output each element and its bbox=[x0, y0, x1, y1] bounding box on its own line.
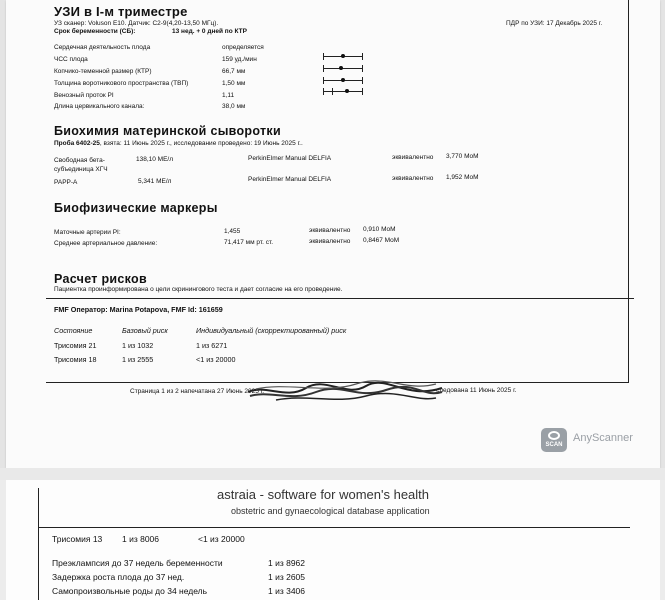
marker-name-line1: PAPP-A bbox=[54, 179, 78, 186]
page-gap bbox=[0, 468, 665, 480]
us-row-value: 1,50 мм bbox=[222, 80, 246, 87]
marker-value: 5,341 МЕ/л bbox=[138, 178, 172, 185]
us-row-value: 38,0 мм bbox=[222, 103, 246, 110]
us-row-label: Венозный проток PI bbox=[54, 92, 114, 99]
other-risk-label: Задержка роста плода до 37 нед. bbox=[52, 572, 185, 582]
risk-row-individual: <1 из 20000 bbox=[196, 355, 236, 364]
scanner-line: УЗ сканер: Voluson E10. Датчик: C2-9(4,20-13,50 МГц). bbox=[54, 20, 219, 27]
divider bbox=[46, 298, 634, 299]
reference-scale-heart-rate bbox=[323, 52, 363, 60]
risk-row-base: 1 из 1032 bbox=[122, 341, 154, 350]
biophys-value: 71,417 мм рт. ст. bbox=[224, 239, 274, 246]
marker-equivalent: эквивалентно bbox=[392, 175, 434, 182]
footer-printed: Страница 1 из 2 напечатана 27 Июнь 2025 г. bbox=[130, 388, 265, 395]
risk-section-title: Расчет рисков bbox=[54, 272, 147, 286]
consent-text: Пациентка проинформирована о цели скринингового теста и дает согласие на его проведение. bbox=[54, 286, 343, 293]
risk-header-state: Состояние bbox=[54, 326, 93, 335]
risk-header-individual: Индивидуальный (скорректированный) риск bbox=[196, 326, 347, 335]
marker-method: PerkinElmer Manual DELFIA bbox=[248, 155, 332, 162]
us-row-value: 1,11 bbox=[222, 92, 235, 99]
scale-marker bbox=[345, 89, 349, 93]
biochemistry-section-title: Биохимия материнской сыворотки bbox=[54, 124, 281, 138]
anyscanner-logo-icon: SCAN bbox=[541, 428, 567, 452]
marker-equivalent: эквивалентно bbox=[392, 154, 434, 161]
other-risk-label: Преэклампсия до 37 недель беременности bbox=[52, 558, 223, 568]
report-page-1 bbox=[6, 0, 660, 468]
us-row-label: Толщина воротникового пространства (ТВП) bbox=[54, 80, 189, 87]
biophys-equivalent: эквивалентно bbox=[309, 227, 351, 234]
scale-marker bbox=[341, 78, 345, 82]
risk-header-base: Базовый риск bbox=[122, 326, 168, 335]
sample-line: Проба 6402-25, взята: 11 Июнь 2025 г., исследование проведено: 19 Июнь 2025 г.. bbox=[54, 140, 303, 147]
us-row-label: Сердечная деятельность плода bbox=[54, 44, 151, 51]
biophys-label: Маточные артерии PI: bbox=[54, 229, 121, 236]
page2-title: astraia - software for women's health bbox=[217, 487, 430, 502]
page2-subtitle: obstetric and gynaecological database application bbox=[231, 506, 430, 516]
biophys-mom: 0,910 MoM bbox=[363, 226, 396, 233]
right-border bbox=[628, 0, 629, 383]
us-row-label: Длина цервикального канала: bbox=[54, 103, 145, 110]
risk-row-state: Трисомия 13 bbox=[52, 534, 103, 544]
page2-left-border bbox=[38, 488, 39, 600]
gestational-age-value: 13 нед. + 0 дней по КТР bbox=[172, 28, 247, 35]
other-risk-value: 1 из 8962 bbox=[268, 558, 306, 568]
biophysical-section-title: Биофизические маркеры bbox=[54, 201, 218, 215]
scale-marker bbox=[341, 54, 345, 58]
marker-name-line1: Свободная бета- bbox=[54, 157, 105, 164]
risk-row-base: 1 из 8006 bbox=[122, 534, 160, 544]
page2-divider bbox=[38, 527, 630, 528]
us-row-value: 159 уд./мин bbox=[222, 56, 257, 63]
reference-scale-crl bbox=[323, 64, 363, 72]
due-date: ПДР по УЗИ: 17 Декабрь 2025 г. bbox=[506, 20, 603, 27]
other-risk-label: Самопроизвольные роды до 34 недель bbox=[52, 586, 208, 596]
reference-scale-nt bbox=[323, 76, 363, 84]
biophys-value: 1,455 bbox=[224, 228, 241, 235]
ultrasound-section-title: УЗИ в I-м триместре bbox=[54, 4, 188, 19]
us-row-value: определяется bbox=[222, 44, 264, 51]
risk-row-base: 1 из 2555 bbox=[122, 355, 154, 364]
risk-row-state: Трисомия 21 bbox=[54, 341, 97, 350]
risk-row-individual: 1 из 6271 bbox=[196, 341, 228, 350]
risk-row-individual: <1 из 20000 bbox=[198, 534, 245, 544]
gestational-age-label: Срок беременности (СБ): bbox=[54, 28, 136, 35]
us-row-value: 66,7 мм bbox=[222, 68, 246, 75]
us-row-label: Копчико-теменной размер (КТР) bbox=[54, 68, 152, 75]
redaction-scribble bbox=[246, 380, 446, 406]
other-risk-value: 1 из 2605 bbox=[268, 572, 306, 582]
reference-scale-ductus bbox=[323, 87, 363, 95]
marker-mom: 1,952 MoM bbox=[446, 174, 479, 181]
biophys-label: Среднее артериальное давление: bbox=[54, 240, 158, 247]
scale-marker bbox=[339, 66, 343, 70]
biophys-mom: 0,8467 MoM bbox=[363, 237, 400, 244]
marker-method: PerkinElmer Manual DELFIA bbox=[248, 176, 332, 183]
biophys-equivalent: эквивалентно bbox=[309, 238, 351, 245]
fmf-operator: FMF Оператор: Marina Potapova, FMF Id: 161659 bbox=[54, 305, 223, 314]
marker-value: 138,10 МЕ/л bbox=[136, 156, 174, 163]
marker-name-line2: субъединица ХГЧ bbox=[54, 166, 108, 173]
marker-mom: 3,770 MoM bbox=[446, 153, 479, 160]
risk-row-state: Трисомия 18 bbox=[54, 355, 97, 364]
other-risk-value: 1 из 3406 bbox=[268, 586, 306, 596]
anyscanner-brand: AnyScanner bbox=[573, 432, 633, 444]
us-row-label: ЧСС плода bbox=[54, 56, 88, 63]
footer-examined: следована 11 Июнь 2025 г. bbox=[436, 387, 517, 394]
